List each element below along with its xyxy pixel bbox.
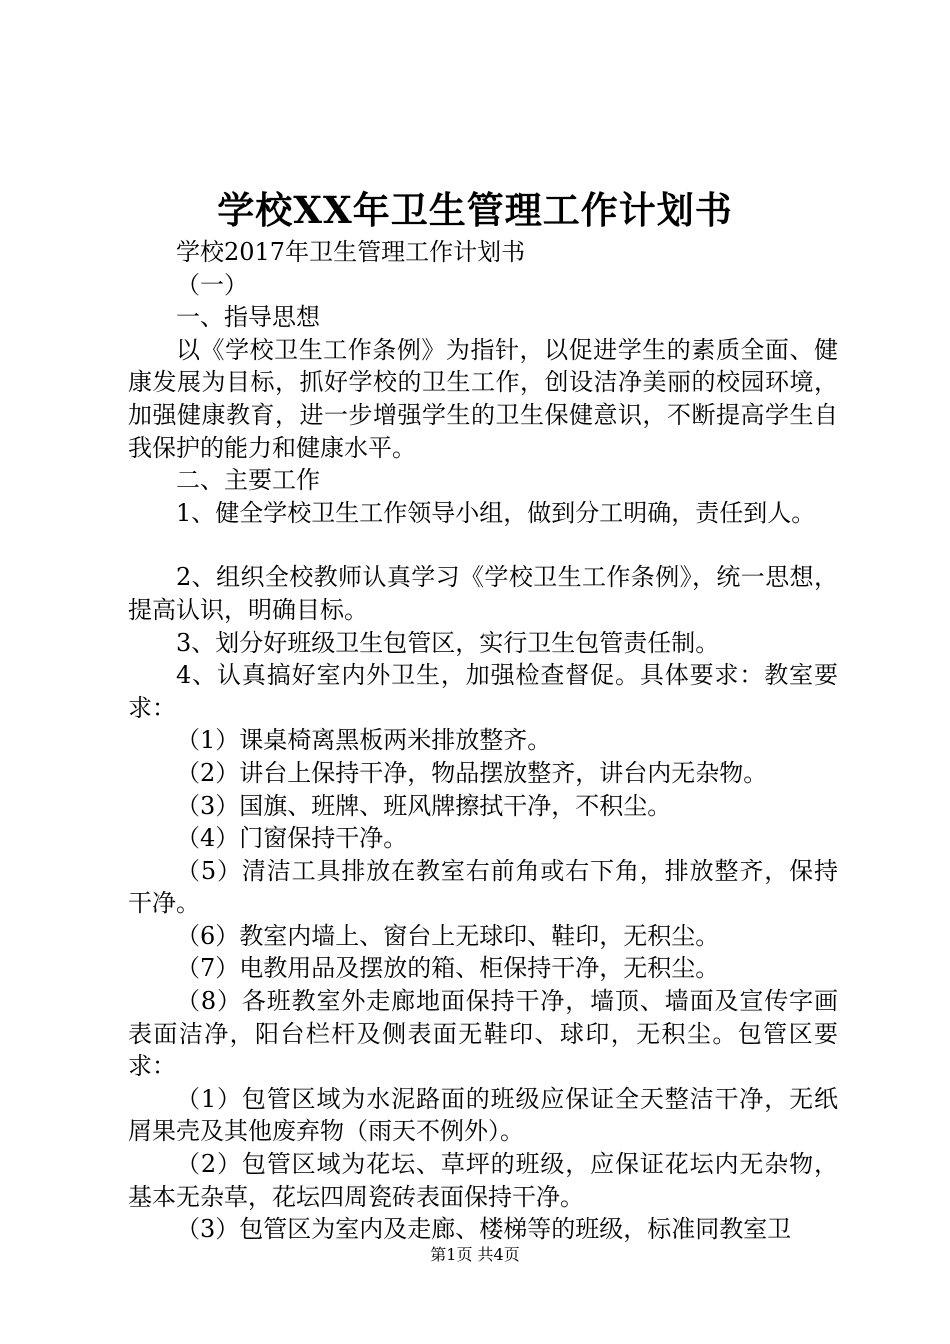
- classroom-requirement-3: （3）国旗、班牌、班风牌擦拭干净，不积尘。: [176, 791, 672, 820]
- blank-line: [128, 529, 838, 561]
- classroom-requirement-8: （8）各班教室外走廊地面保持干净，墙顶、墙面及宣传字画表面洁净，阳台栏杆及侧表面无鞋印、球印，无积尘。包管区要求：: [128, 987, 838, 1081]
- page-footer: 第1页 共4页: [430, 1245, 520, 1264]
- document-title: 学校XX年卫生管理工作计划书: [217, 188, 733, 232]
- classroom-requirement-2: （2）讲台上保持干净，物品摆放整齐，讲台内无杂物。: [176, 758, 768, 787]
- area-requirement-2: （2）包管区域为花坛、草坪的班级，应保证花坛内无杂物，基本无杂草，花坛四周瓷砖表面保持干净。: [128, 1150, 838, 1211]
- document-body: [128, 236, 838, 1246]
- classroom-requirement-6: （6）教室内墙上、窗台上无球印、鞋印，无积尘。: [176, 921, 720, 950]
- paragraph-item-4: 4、认真搞好室内外卫生，加强检查督促。具体要求：教室要求：: [128, 661, 838, 722]
- paragraph-subtitle: 学校2017年卫生管理工作计划书: [176, 238, 526, 266]
- paragraph-item-1: 1、健全学校卫生工作领导小组，做到分工明确，责任到人。: [176, 498, 816, 527]
- classroom-requirement-5: （5）清洁工具排放在教室右前角或右下角，排放整齐，保持干净。: [128, 856, 838, 918]
- paragraph-guiding-ideology: 以《学校卫生工作条例》为指针，以促进学生的素质全面、健康发展为目标，抓好学校的卫生工作，创设洁净美丽的校园环境，加强健康教育，进一步增强学生的卫生保健意识，不断提高学生自我保护的能力和健康水平。: [128, 335, 838, 462]
- heading-guiding-ideology: 一、指导思想: [176, 303, 320, 332]
- classroom-requirement-4: （4）门窗保持干净。: [176, 824, 408, 853]
- paragraph-section-number: （一）: [176, 270, 248, 299]
- area-requirement-1: （1）包管区域为水泥路面的班级应保证全天整洁干净，无纸屑果壳及其他废弃物（雨天不例外）。: [128, 1084, 838, 1146]
- paragraph-item-3: 3、划分好班级卫生包管区，实行卫生包管责任制。: [176, 628, 720, 657]
- heading-main-work: 二、主要工作: [176, 466, 320, 495]
- classroom-requirement-1: （1）课桌椅离黑板两米排放整齐。: [176, 726, 552, 755]
- paragraph-item-2: 2、组织全校教师认真学习《学校卫生工作条例》，统一思想，提高认识，明确目标。: [128, 563, 838, 624]
- classroom-requirement-7: （7）电教用品及摆放的箱、柜保持干净，无积尘。: [176, 954, 720, 983]
- area-requirement-3: （3）包管区为室内及走廊、楼梯等的班级，标准同教室卫: [176, 1215, 792, 1244]
